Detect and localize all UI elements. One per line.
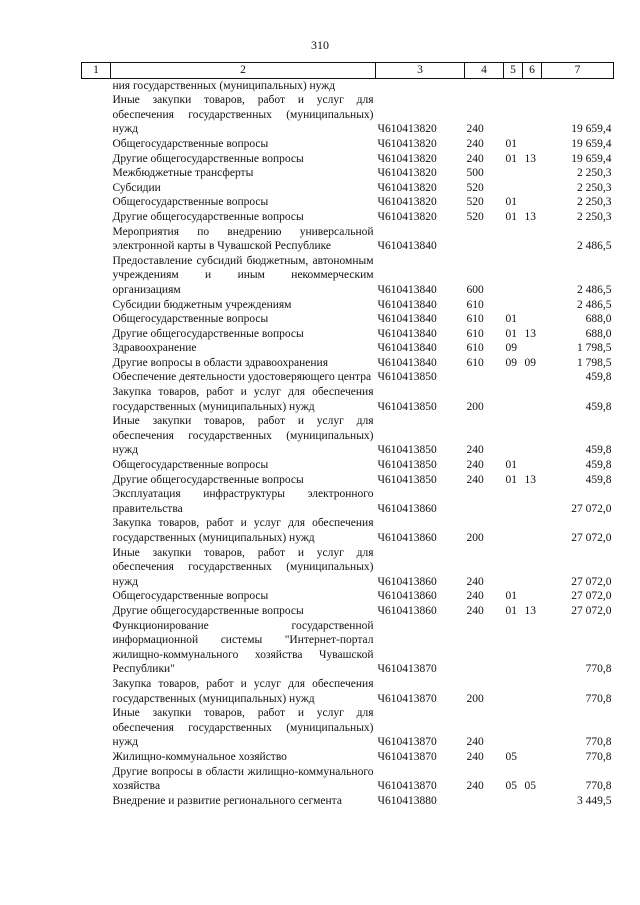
table-row — [82, 210, 614, 225]
table-row — [82, 225, 614, 254]
subsection-code-cell: 05 — [524, 780, 536, 793]
section-code-cell — [504, 78, 523, 93]
expense-type-code-cell: 240 — [466, 137, 484, 150]
expense-type-code-cell — [465, 619, 504, 677]
subsection-code-cell — [523, 589, 542, 604]
section-code-cell — [504, 706, 523, 750]
table-row — [82, 254, 614, 298]
amount-cell: 2 486,5 — [577, 240, 612, 253]
item-name-cell: Обеспечение деятельности удостоверяющего центра — [112, 371, 372, 384]
item-name-cell: Другие общегосударственные вопросы — [112, 604, 304, 617]
target-article-code-cell: Ч610413850 — [377, 459, 437, 472]
target-article-code-cell: Ч610413850 — [377, 400, 437, 413]
row-number-cell — [82, 487, 111, 516]
subsection-code-cell — [523, 677, 542, 706]
table-row — [82, 152, 614, 167]
amount-cell: 19 659,4 — [571, 137, 612, 150]
target-article-code-cell: Ч610413870 — [377, 692, 437, 705]
target-article-code-cell: Ч610413880 — [377, 794, 437, 807]
row-number-cell — [82, 137, 111, 152]
expense-type-code-cell: 240 — [466, 736, 484, 749]
expense-type-code-cell: 240 — [466, 444, 484, 457]
subsection-code-cell — [523, 298, 542, 313]
item-name-cell: Закупка товаров, работ и услуг для обеспечения государственных (муниципальных) нужд — [112, 677, 374, 705]
subsection-code-cell — [523, 225, 542, 254]
amount-cell: 1 798,5 — [577, 356, 612, 369]
subsection-code-cell: 13 — [524, 604, 536, 617]
row-number-cell — [82, 341, 111, 356]
amount-cell — [542, 78, 614, 93]
subsection-code-cell: 13 — [524, 327, 536, 340]
row-number-cell — [82, 385, 111, 414]
expense-type-code-cell: 610 — [466, 313, 484, 326]
section-code-cell — [504, 487, 523, 516]
subsection-code-cell — [523, 254, 542, 298]
row-number-cell — [82, 546, 111, 590]
subsection-code-cell: 13 — [524, 210, 536, 223]
row-number-cell — [82, 93, 111, 137]
column-header: 3 — [376, 63, 465, 79]
expense-type-code-cell: 240 — [466, 473, 484, 486]
target-article-code-cell: Ч610413820 — [377, 137, 437, 150]
table-row — [82, 589, 614, 604]
target-article-code-cell: Ч610413860 — [377, 590, 437, 603]
row-number-cell — [82, 166, 111, 181]
table-row — [82, 341, 614, 356]
target-article-code-cell: Ч610413840 — [377, 240, 437, 253]
item-name-cell: Общегосударственные вопросы — [112, 137, 269, 150]
subsection-code-cell — [523, 341, 542, 356]
item-name-cell: Другие общегосударственные вопросы — [112, 327, 304, 340]
row-number-cell — [82, 604, 111, 619]
target-article-code-cell: Ч610413820 — [377, 152, 437, 165]
expense-type-code-cell: 240 — [466, 575, 484, 588]
target-article-code-cell: Ч610413860 — [377, 604, 437, 617]
subsection-code-cell — [523, 93, 542, 137]
target-article-code-cell: Ч610413870 — [377, 750, 437, 763]
table-row — [82, 516, 614, 545]
target-article-code-cell: Ч610413840 — [377, 313, 437, 326]
section-code-cell — [504, 794, 523, 809]
subsection-code-cell — [523, 619, 542, 677]
target-article-code-cell: Ч610413850 — [377, 473, 437, 486]
target-article-code-cell: Ч610413820 — [377, 123, 437, 136]
item-name-cell: Общегосударственные вопросы — [112, 313, 269, 326]
table-row — [82, 356, 614, 371]
table-row — [82, 414, 614, 458]
section-code-cell: 01 — [505, 152, 517, 165]
table-row — [82, 619, 614, 677]
row-number-cell — [82, 414, 111, 458]
section-code-cell — [504, 385, 523, 414]
expense-type-code-cell: 610 — [466, 298, 484, 311]
item-name-cell: Другие общегосударственные вопросы — [112, 152, 304, 165]
amount-cell: 688,0 — [585, 327, 612, 340]
row-number-cell — [82, 210, 111, 225]
expense-type-code-cell — [465, 370, 504, 385]
table-row — [82, 385, 614, 414]
item-name-cell: Предоставление субсидий бюджетным, автономным учреждениям и иным некоммерческим организациям — [112, 254, 374, 296]
expense-type-code-cell: 610 — [466, 327, 484, 340]
expense-type-code-cell: 520 — [466, 196, 484, 209]
target-article-code-cell: Ч610413850 — [377, 444, 437, 457]
amount-cell: 2 250,3 — [577, 181, 612, 194]
row-number-cell — [82, 181, 111, 196]
target-article-code-cell: Ч610413820 — [377, 167, 437, 180]
column-header: 5 — [504, 63, 523, 79]
amount-cell: 2 486,5 — [577, 283, 612, 296]
subsection-code-cell — [523, 516, 542, 545]
subsection-code-cell — [523, 312, 542, 327]
expense-type-code-cell: 240 — [466, 152, 484, 165]
expense-type-code-cell: 240 — [466, 123, 484, 136]
table-header-row — [82, 63, 614, 79]
section-code-cell — [504, 546, 523, 590]
section-code-cell: 01 — [505, 196, 517, 209]
target-article-code-cell: Ч610413840 — [377, 356, 437, 369]
table-row — [82, 706, 614, 750]
expense-type-code-cell: 240 — [466, 780, 484, 793]
item-name-cell: Иные закупки товаров, работ и услуг для обеспечения государственных (муниципальных) нужд — [112, 546, 374, 588]
amount-cell: 27 072,0 — [571, 502, 612, 515]
section-code-cell — [504, 181, 523, 196]
subsection-code-cell — [523, 78, 542, 93]
row-number-cell — [82, 298, 111, 313]
amount-cell: 27 072,0 — [571, 604, 612, 617]
item-name-cell: Другие общегосударственные вопросы — [112, 473, 304, 486]
amount-cell: 770,8 — [585, 692, 612, 705]
expense-type-code-cell — [465, 225, 504, 254]
column-header: 2 — [111, 63, 376, 79]
column-header: 7 — [542, 63, 614, 79]
row-number-cell — [82, 794, 111, 809]
item-name-cell: Другие вопросы в области жилищно-коммунального хозяйства — [112, 765, 374, 793]
table-row — [82, 458, 614, 473]
table-row — [82, 487, 614, 516]
item-name-cell: Закупка товаров, работ и услуг для обеспечения государственных (муниципальных) нужд — [112, 517, 374, 544]
subsection-code-cell — [523, 166, 542, 181]
row-number-cell — [82, 677, 111, 706]
row-number-cell — [82, 458, 111, 473]
row-number-cell — [82, 327, 111, 342]
section-code-cell: 01 — [505, 459, 517, 472]
table-row — [82, 750, 614, 765]
target-article-code-cell: Ч610413840 — [377, 283, 437, 296]
section-code-cell — [504, 414, 523, 458]
target-article-code-cell: Ч610413870 — [377, 780, 437, 793]
column-header: 1 — [82, 63, 111, 79]
subsection-code-cell — [523, 370, 542, 385]
subsection-code-cell — [523, 385, 542, 414]
amount-cell: 2 250,3 — [577, 210, 612, 223]
item-name-cell: Здравоохранение — [112, 342, 197, 355]
subsection-code-cell — [523, 750, 542, 765]
section-code-cell — [504, 93, 523, 137]
item-name-cell: Жилищно-коммунальное хозяйство — [112, 750, 287, 763]
section-code-cell: 01 — [505, 473, 517, 486]
budget-table — [81, 62, 614, 808]
subsection-code-cell: 13 — [524, 152, 536, 165]
section-code-cell — [504, 254, 523, 298]
row-number-cell — [82, 152, 111, 167]
amount-cell: 1 798,5 — [577, 342, 612, 355]
amount-cell: 770,8 — [585, 750, 612, 763]
target-article-code-cell: Ч610413820 — [377, 196, 437, 209]
expense-type-code-cell: 240 — [466, 750, 484, 763]
table-row — [82, 78, 614, 93]
target-article-code-cell: Ч610413860 — [377, 502, 437, 515]
target-article-code-cell — [376, 78, 465, 93]
section-code-cell — [504, 516, 523, 545]
item-name-cell: Внедрение и развитие регионального сегмента — [112, 794, 342, 807]
section-code-cell: 05 — [505, 750, 517, 763]
item-name-cell: ния государственных (муниципальных) нужд — [112, 79, 336, 92]
item-name-cell: Иные закупки товаров, работ и услуг для обеспечения государственных (муниципальных) нужд — [112, 707, 374, 749]
item-name-cell: Эксплуатация инфраструктуры электронного правительства — [112, 488, 374, 515]
amount-cell: 459,8 — [585, 473, 612, 486]
row-number-cell — [82, 370, 111, 385]
subsection-code-cell — [523, 137, 542, 152]
expense-type-code-cell: 520 — [466, 210, 484, 223]
row-number-cell — [82, 356, 111, 371]
table-row — [82, 137, 614, 152]
expense-type-code-cell — [465, 487, 504, 516]
amount-cell: 27 072,0 — [571, 590, 612, 603]
item-name-cell: Межбюджетные трансферты — [112, 167, 254, 180]
section-code-cell — [504, 677, 523, 706]
amount-cell: 3 449,5 — [577, 794, 612, 807]
section-code-cell — [504, 370, 523, 385]
subsection-code-cell — [523, 546, 542, 590]
target-article-code-cell: Ч610413850 — [377, 371, 437, 384]
table-row — [82, 370, 614, 385]
target-article-code-cell: Ч610413860 — [377, 532, 437, 544]
item-name-cell: Субсидии — [112, 181, 161, 194]
expense-type-code-cell — [465, 794, 504, 809]
target-article-code-cell: Ч610413820 — [377, 181, 437, 194]
row-number-cell — [82, 765, 111, 794]
section-code-cell: 09 — [505, 356, 517, 369]
amount-cell: 770,8 — [585, 736, 612, 749]
table-row — [82, 298, 614, 313]
amount-cell: 27 072,0 — [571, 532, 612, 544]
table-row — [82, 93, 614, 137]
row-number-cell — [82, 619, 111, 677]
amount-cell: 459,8 — [585, 400, 612, 413]
target-article-code-cell: Ч610413820 — [377, 210, 437, 223]
subsection-code-cell: 09 — [524, 356, 536, 369]
table-row — [82, 181, 614, 196]
item-name-cell: Закупка товаров, работ и услуг для обеспечения государственных (муниципальных) нужд — [112, 386, 374, 413]
expense-type-code-cell: 610 — [466, 342, 484, 355]
amount-cell: 19 659,4 — [571, 152, 612, 165]
subsection-code-cell — [523, 414, 542, 458]
target-article-code-cell: Ч610413860 — [377, 575, 437, 588]
table-row — [82, 794, 614, 809]
item-name-cell: Другие общегосударственные вопросы — [112, 210, 304, 223]
subsection-code-cell — [523, 458, 542, 473]
subsection-code-cell — [523, 706, 542, 750]
target-article-code-cell: Ч610413870 — [377, 736, 437, 749]
row-number-cell — [82, 750, 111, 765]
subsection-code-cell: 13 — [524, 473, 536, 486]
target-article-code-cell: Ч610413840 — [377, 342, 437, 355]
expense-type-code-cell: 500 — [466, 167, 484, 180]
row-number-cell — [82, 516, 111, 545]
section-code-cell — [504, 225, 523, 254]
expense-type-code-cell — [465, 78, 504, 93]
item-name-cell: Субсидии бюджетным учреждениям — [112, 298, 292, 311]
expense-type-code-cell: 610 — [466, 356, 484, 369]
amount-cell: 459,8 — [585, 444, 612, 457]
item-name-cell: Другие вопросы в области здравоохранения — [112, 356, 328, 369]
target-article-code-cell: Ч610413840 — [377, 327, 437, 340]
item-name-cell: Функционирование государственной информационной системы "Интернет-портал жилищно-коммунального хозяйства Чувашской Республики" — [112, 619, 374, 676]
section-code-cell — [504, 298, 523, 313]
expense-type-code-cell: 520 — [466, 181, 484, 194]
column-header: 4 — [465, 63, 504, 79]
section-code-cell: 01 — [505, 327, 517, 340]
table-row — [82, 765, 614, 794]
section-code-cell — [504, 619, 523, 677]
page-number: 310 — [311, 38, 329, 52]
row-number-cell — [82, 195, 111, 210]
item-name-cell: Общегосударственные вопросы — [112, 196, 269, 209]
column-header: 6 — [523, 63, 542, 79]
item-name-cell: Иные закупки товаров, работ и услуг для обеспечения государственных (муниципальных) нужд — [112, 415, 374, 457]
item-name-cell: Иные закупки товаров, работ и услуг для обеспечения государственных (муниципальных) нужд — [112, 94, 374, 136]
row-number-cell — [82, 312, 111, 327]
row-number-cell — [82, 78, 111, 93]
table-row — [82, 677, 614, 706]
table-row — [82, 546, 614, 590]
section-code-cell: 01 — [505, 137, 517, 150]
section-code-cell: 01 — [505, 210, 517, 223]
section-code-cell — [504, 166, 523, 181]
expense-type-code-cell: 600 — [466, 283, 484, 296]
item-name-cell: Общегосударственные вопросы — [112, 590, 269, 603]
expense-type-code-cell: 200 — [466, 532, 484, 544]
expense-type-code-cell: 240 — [466, 604, 484, 617]
table-row — [82, 195, 614, 210]
target-article-code-cell: Ч610413840 — [377, 298, 437, 311]
table-row — [82, 166, 614, 181]
amount-cell: 459,8 — [585, 371, 612, 384]
row-number-cell — [82, 706, 111, 750]
expense-type-code-cell: 240 — [466, 590, 484, 603]
row-number-cell — [82, 473, 111, 488]
row-number-cell — [82, 254, 111, 298]
subsection-code-cell — [523, 487, 542, 516]
section-code-cell: 05 — [505, 780, 517, 793]
section-code-cell: 09 — [505, 342, 517, 355]
row-number-cell — [82, 225, 111, 254]
amount-cell: 770,8 — [585, 663, 612, 676]
amount-cell: 688,0 — [585, 313, 612, 326]
section-code-cell: 01 — [505, 604, 517, 617]
item-name-cell: Мероприятия по внедрению универсальной электронной карты в Чувашской Республике — [112, 225, 374, 253]
section-code-cell: 01 — [505, 313, 517, 326]
expense-type-code-cell: 200 — [466, 400, 484, 413]
table-row — [82, 604, 614, 619]
expense-type-code-cell: 200 — [466, 692, 484, 705]
subsection-code-cell — [523, 195, 542, 210]
table-row — [82, 473, 614, 488]
section-code-cell: 01 — [505, 590, 517, 603]
expense-type-code-cell: 240 — [466, 459, 484, 472]
amount-cell: 19 659,4 — [571, 123, 612, 136]
row-number-cell — [82, 589, 111, 604]
amount-cell: 2 250,3 — [577, 167, 612, 180]
amount-cell: 27 072,0 — [571, 575, 612, 588]
item-name-cell: Общегосударственные вопросы — [112, 459, 269, 472]
target-article-code-cell: Ч610413870 — [377, 663, 437, 676]
amount-cell: 2 250,3 — [577, 196, 612, 209]
amount-cell: 2 486,5 — [577, 298, 612, 311]
table-row — [82, 327, 614, 342]
table-row — [82, 312, 614, 327]
subsection-code-cell — [523, 181, 542, 196]
amount-cell: 459,8 — [585, 459, 612, 472]
amount-cell: 770,8 — [585, 780, 612, 793]
subsection-code-cell — [523, 794, 542, 809]
